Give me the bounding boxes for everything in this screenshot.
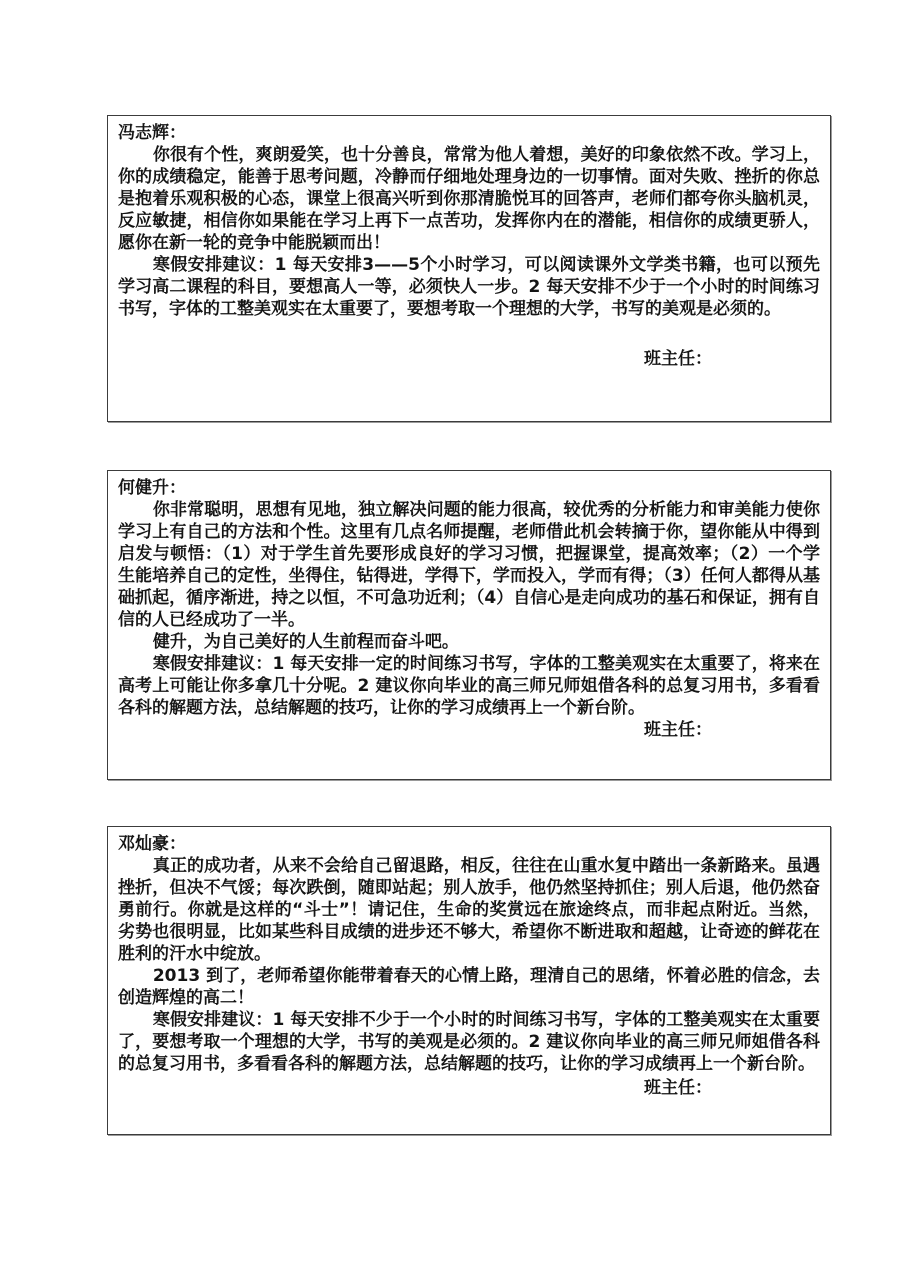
comment-box-he-jiansheng	[107, 470, 831, 780]
student-name: 何健升：	[118, 478, 186, 498]
encouragement-paragraph: 健升，为自己美好的人生前程而奋斗吧。	[152, 632, 459, 652]
head-teacher-signature: 班主任：	[644, 1078, 712, 1098]
comment-box-feng-zhihui	[107, 115, 831, 422]
student-name: 冯志辉：	[118, 123, 186, 143]
holiday-advice-paragraph: 寒假安排建议：1 每天安排3——5个小时学习，可以阅读课外文学类书籍，也可以预先学习高二课程的科目，要想高人一等，必须快人一步。2 每天安排不少于一个小时的时间练习书写，字体的工整美观实在太重要了，要想考取一个理想的大学，书写的美观是必须的。	[118, 255, 820, 319]
holiday-advice-paragraph: 寒假安排建议：1 每天安排一定的时间练习书写，字体的工整美观实在太重要了，将来在高考上可能让你多拿几十分呢。2 建议你向毕业的高三师兄师姐借各科的总复习用书，多看看各科的解题方法，总结解题的技巧，让你的学习成绩再上一个新台阶。	[118, 654, 820, 718]
comment-paragraph: 你很有个性，爽朗爱笑，也十分善良，常常为他人着想，美好的印象依然不改。学习上，你的成绩稳定，能善于思考问题，冷静而仔细地处理身边的一切事情。面对失败、挫折的你总是抱着乐观积极的心态，课堂上很高兴听到你那清脆悦耳的回答声，老师们都夸你头脑机灵，反应敏捷，相信你如果能在学习上再下一点苦功，发挥你内在的潜能，相信你的成绩更骄人，愿你在新一轮的竞争中能脱颖而出！	[118, 145, 820, 253]
comment-box-deng-canhao	[107, 826, 831, 1135]
head-teacher-signature: 班主任：	[644, 349, 712, 369]
comment-paragraph: 你非常聪明，思想有见地，独立解决问题的能力很高，较优秀的分析能力和审美能力使你学习上有自己的方法和个性。这里有几点名师提醒，老师借此机会转摘于你，望你能从中得到启发与顿悟：（1）对于学生首先要形成良好的学习习惯，把握课堂，提高效率；（2）一个学生能培养自己的定性，坐得住，钻得进，学得下，学而投入，学而有得；（3）任何人都得从基础抓起，循序渐进，持之以恒，不可急功近利；（4）自信心是走向成功的基石和保证，拥有自信的人已经成功了一半。	[118, 500, 820, 630]
head-teacher-signature: 班主任：	[644, 720, 712, 740]
new-year-paragraph	[118, 965, 820, 1009]
comment-paragraph: 真正的成功者，从来不会给自己留退路，相反，往往在山重水复中踏出一条新路来。虽遇挫折，但决不气馁；每次跌倒，随即站起；别人放手，他仍然坚持抓住；别人后退，他仍然奋勇前行。你就是这样的“斗士”！请记住，生命的奖赏远在旅途终点，而非起点附近。当然，劣势也很明显，比如某些科目成绩的进步还不够大，希望你不断进取和超越，让奇迹的鲜花在胜利的汗水中绽放。	[118, 856, 820, 964]
new-year-text: 到了，老师希望你能带着春天的心情上路，理清自己的思绪，怀着必胜的信念，去创造辉煌的高二！	[118, 966, 820, 1008]
year-2013-bold: 2013	[152, 966, 201, 986]
holiday-advice-paragraph: 寒假安排建议：1 每天安排不少于一个小时的时间练习书写，字体的工整美观实在太重要了，要想考取一个理想的大学，书写的美观是必须的。2 建议你向毕业的高三师兄师姐借各科的总复习用书，多看看各科的解题方法，总结解题的技巧，让你的学习成绩再上一个新台阶。	[118, 1010, 820, 1074]
student-name: 邓灿豪：	[118, 834, 186, 854]
